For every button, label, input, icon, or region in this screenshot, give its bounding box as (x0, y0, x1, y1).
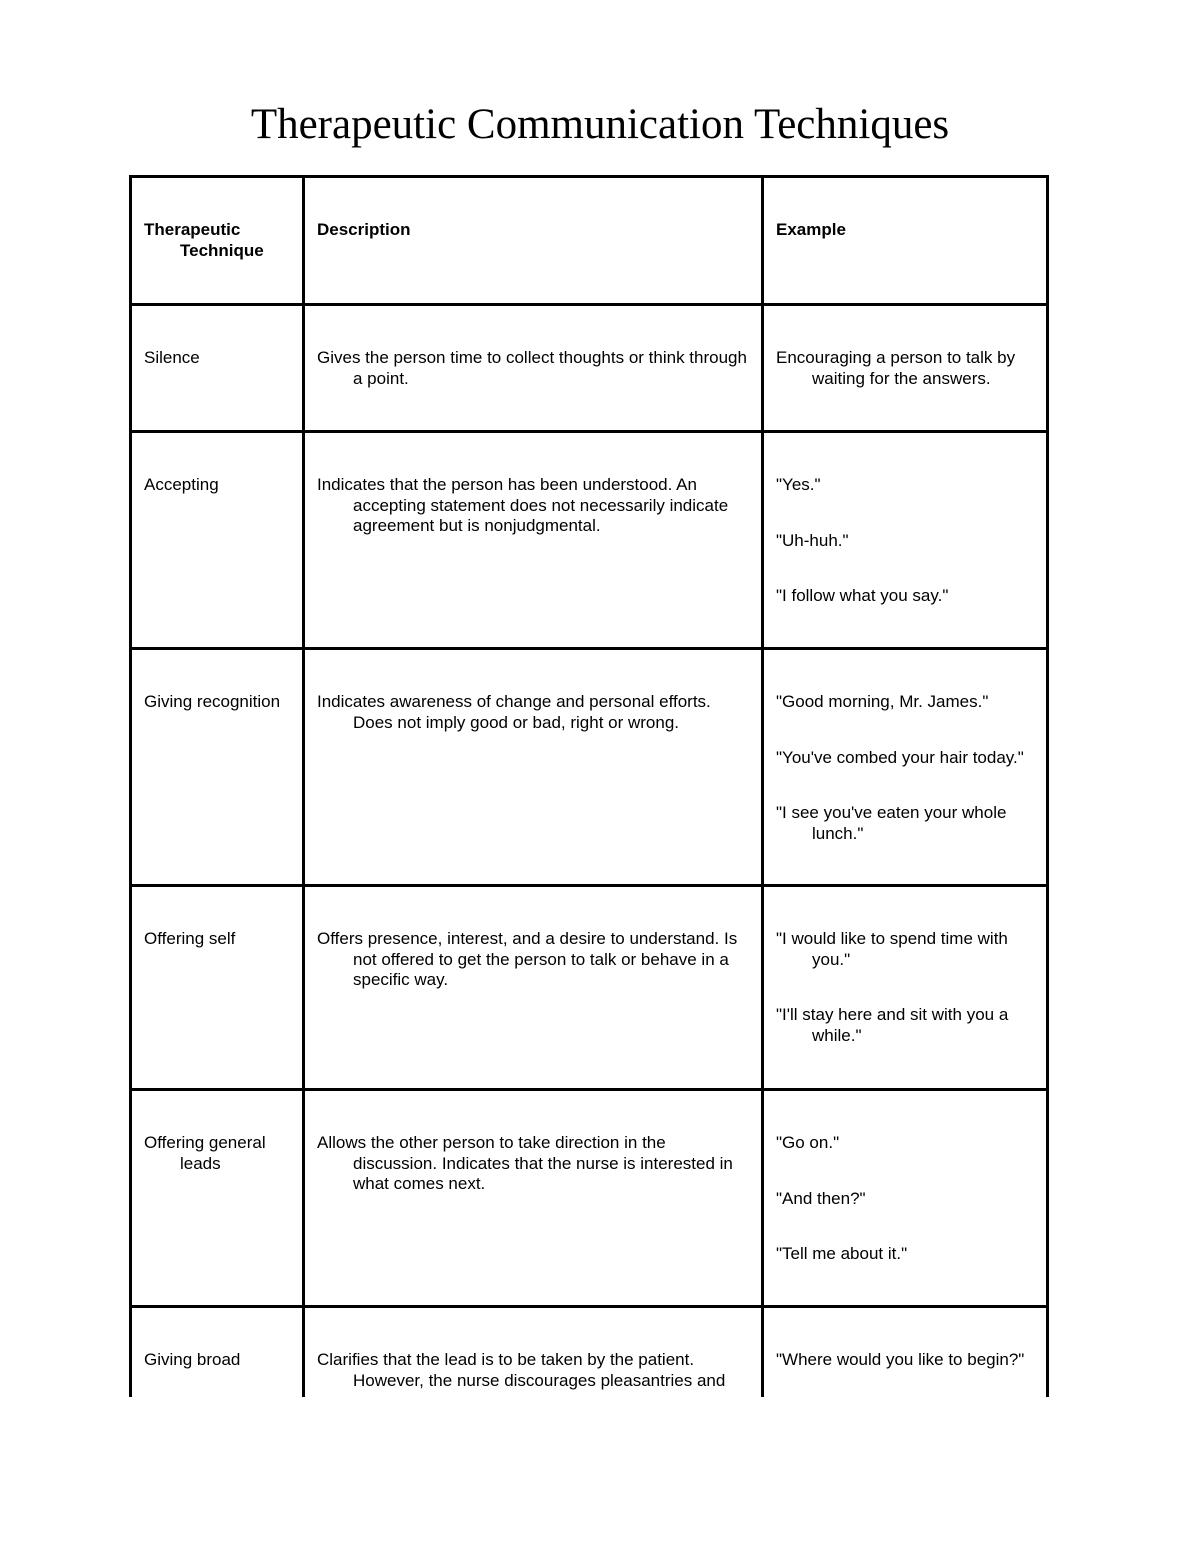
example-text: Encouraging a person to talk by waiting for the answers. (776, 348, 1016, 388)
example-text: "Go on." (776, 1133, 840, 1152)
example-text: "You've combed your hair today." (776, 747, 1024, 767)
table-row (131, 432, 1048, 649)
technique-cell: Silence (131, 305, 304, 432)
example-text: "Good morning, Mr. James." (776, 692, 989, 711)
example-cell (763, 886, 1048, 1090)
table-row (131, 1090, 1048, 1307)
description-cell: Indicates that the person has been understood. An accepting statement does not necessarily indicate agreement but is nonjudgmental. (304, 432, 763, 649)
example-text: "I would like to spend time with you." (776, 929, 1008, 969)
table-row (131, 886, 1048, 1090)
description-cell: Allows the other person to take direction in the discussion. Indicates that the nurse is interested in what comes next. (304, 1090, 763, 1307)
example-text: "And then?" (776, 1188, 866, 1208)
technique-cell: Accepting (131, 432, 304, 649)
table-row (131, 305, 1048, 432)
example-cell (763, 649, 1048, 886)
example-text: "Yes." (776, 475, 821, 494)
table-row (131, 1307, 1048, 1398)
technique-cell: Offering general leads (131, 1090, 304, 1307)
description-cell: Offers presence, interest, and a desire to understand. Is not offered to get the person to talk or behave in a specific way. (304, 886, 763, 1090)
table-row (131, 649, 1048, 886)
page-title: Therapeutic Communication Techniques (250, 101, 950, 148)
example-text: "I see you've eaten your whole lunch." (776, 803, 1007, 843)
description-cell: Clarifies that the lead is to be taken by the patient. However, the nurse discourages pleasantries and (304, 1307, 763, 1398)
header-description: Description (304, 177, 763, 305)
technique-cell: Giving broad (131, 1307, 304, 1398)
description-cell: Gives the person time to collect thoughts or think through a point. (304, 305, 763, 432)
techniques-table (129, 175, 1049, 1397)
technique-cell: Offering self (131, 886, 304, 1090)
example-text: "I'll stay here and sit with you a while." (776, 1005, 1009, 1045)
example-text: "Uh-huh." (776, 530, 849, 550)
example-text: "I follow what you say." (776, 586, 949, 605)
example-cell (763, 305, 1048, 432)
technique-cell: Giving recognition (131, 649, 304, 886)
description-cell: Indicates awareness of change and personal efforts. Does not imply good or bad, right or wrong. (304, 649, 763, 886)
example-cell (763, 432, 1048, 649)
example-text: "Where would you like to begin?" (776, 1350, 1025, 1369)
example-cell (763, 1090, 1048, 1307)
example-text: "Tell me about it." (776, 1244, 908, 1263)
header-technique: Therapeutic Technique (131, 177, 304, 305)
table-header-row (131, 177, 1048, 305)
header-example: Example (763, 177, 1048, 305)
example-cell (763, 1307, 1048, 1398)
